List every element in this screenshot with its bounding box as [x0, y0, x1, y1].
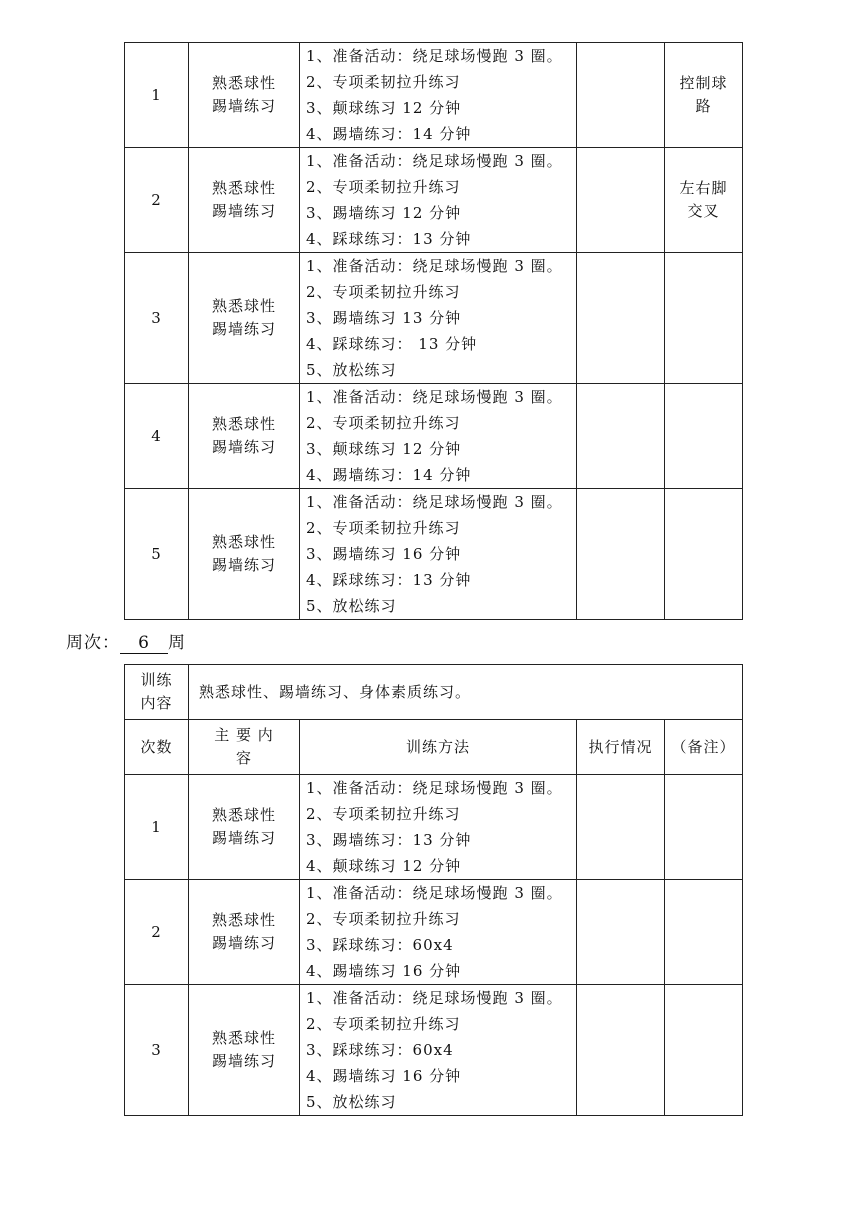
- method-line: 4、颠球练习 12 分钟: [306, 857, 462, 875]
- note-line: 控制球: [679, 74, 728, 92]
- row-number: 3: [125, 985, 189, 1116]
- content-line: 踢墙练习: [211, 97, 276, 115]
- note-line: 路: [695, 97, 712, 115]
- method-line: 5、放松练习: [306, 597, 397, 615]
- row-content: [189, 880, 300, 985]
- row-number: 2: [125, 880, 189, 985]
- row-exec: [577, 384, 665, 489]
- method-line: 2、专项柔韧拉升练习: [306, 73, 461, 91]
- content-line: 踢墙练习: [211, 320, 276, 338]
- method-line: 3、踢墙练习：13 分钟: [306, 831, 472, 849]
- content-line: 熟悉球性: [211, 533, 276, 551]
- content-line: 熟悉球性: [211, 415, 276, 433]
- row-exec: [577, 489, 665, 620]
- table-row: [125, 880, 743, 985]
- method-line: 2、专项柔韧拉升练习: [306, 1015, 461, 1033]
- header-content: [189, 720, 300, 775]
- row-note: [665, 43, 743, 148]
- training-table-week-6: [124, 664, 743, 1116]
- content-line: 踢墙练习: [211, 1052, 276, 1070]
- week-label: [66, 632, 186, 654]
- row-content: [189, 775, 300, 880]
- header-content-line: 主 要 内: [214, 726, 274, 744]
- content-line: 熟悉球性: [211, 74, 276, 92]
- header-note: （备注）: [665, 720, 743, 775]
- row-exec: [577, 880, 665, 985]
- row-content: [189, 253, 300, 384]
- method-line: 3、踢墙练习 13 分钟: [306, 309, 462, 327]
- method-line: 3、颠球练习 12 分钟: [306, 99, 462, 117]
- table-row: [125, 489, 743, 620]
- content-line: 熟悉球性: [211, 806, 276, 824]
- method-line: 5、放松练习: [306, 361, 397, 379]
- row-number: 5: [125, 489, 189, 620]
- header-no: 次数: [125, 720, 189, 775]
- content-line: 踢墙练习: [211, 829, 276, 847]
- method-line: 4、踩球练习：13 分钟: [306, 230, 472, 248]
- row-number: 3: [125, 253, 189, 384]
- method-line: 1、准备活动：绕足球场慢跑 3 圈。: [306, 388, 563, 406]
- header-content-line: 容: [235, 749, 252, 767]
- row-methods: [300, 384, 577, 489]
- note-line: 左右脚: [679, 179, 728, 197]
- row-note: [665, 880, 743, 985]
- training-content-row: [125, 665, 743, 720]
- row-methods: [300, 880, 577, 985]
- training-content-label-line: 内容: [140, 694, 173, 712]
- method-line: 3、踢墙练习 12 分钟: [306, 204, 462, 222]
- content-line: 踢墙练习: [211, 202, 276, 220]
- row-number: 2: [125, 148, 189, 253]
- content-line: 熟悉球性: [211, 297, 276, 315]
- row-exec: [577, 148, 665, 253]
- content-line: 熟悉球性: [211, 1029, 276, 1047]
- row-methods: [300, 489, 577, 620]
- method-line: 2、专项柔韧拉升练习: [306, 805, 461, 823]
- row-content: [189, 489, 300, 620]
- row-methods: [300, 148, 577, 253]
- method-line: 1、准备活动：绕足球场慢跑 3 圈。: [306, 47, 563, 65]
- content-line: 踢墙练习: [211, 438, 276, 456]
- training-content-label-line: 训练: [140, 671, 173, 689]
- method-line: 2、专项柔韧拉升练习: [306, 519, 461, 537]
- training-table-week-5: [124, 42, 743, 620]
- method-line: 1、准备活动：绕足球场慢跑 3 圈。: [306, 989, 563, 1007]
- table-row: [125, 43, 743, 148]
- header-method: 训练方法: [300, 720, 577, 775]
- method-line: 1、准备活动：绕足球场慢跑 3 圈。: [306, 779, 563, 797]
- table-row: [125, 775, 743, 880]
- method-line: 1、准备活动：绕足球场慢跑 3 圈。: [306, 884, 563, 902]
- table2-body: [125, 665, 743, 1116]
- header-row: [125, 720, 743, 775]
- row-methods: [300, 775, 577, 880]
- content-line: 熟悉球性: [211, 911, 276, 929]
- method-line: 3、踢墙练习 16 分钟: [306, 545, 462, 563]
- training-content-value: 熟悉球性、踢墙练习、身体素质练习。: [189, 665, 743, 720]
- method-line: 3、颠球练习 12 分钟: [306, 440, 462, 458]
- row-number: 1: [125, 43, 189, 148]
- row-exec: [577, 253, 665, 384]
- method-line: 3、踩球练习：60x4: [306, 936, 454, 954]
- header-exec: 执行情况: [577, 720, 665, 775]
- method-line: 4、踢墙练习 16 分钟: [306, 962, 462, 980]
- method-line: 1、准备活动：绕足球场慢跑 3 圈。: [306, 257, 563, 275]
- row-note: [665, 384, 743, 489]
- row-number: 4: [125, 384, 189, 489]
- row-note: [665, 253, 743, 384]
- content-line: 踢墙练习: [211, 556, 276, 574]
- table-row: [125, 384, 743, 489]
- row-methods: [300, 43, 577, 148]
- row-content: [189, 148, 300, 253]
- method-line: 2、专项柔韧拉升练习: [306, 910, 461, 928]
- row-note: [665, 775, 743, 880]
- week-number: 6: [120, 634, 168, 654]
- method-line: 4、踩球练习： 13 分钟: [306, 335, 478, 353]
- table-row: [125, 985, 743, 1116]
- row-exec: [577, 985, 665, 1116]
- training-content-label: [125, 665, 189, 720]
- row-exec: [577, 775, 665, 880]
- method-line: 4、踩球练习：13 分钟: [306, 571, 472, 589]
- method-line: 2、专项柔韧拉升练习: [306, 414, 461, 432]
- note-line: 交叉: [687, 202, 720, 220]
- row-content: [189, 985, 300, 1116]
- row-content: [189, 384, 300, 489]
- week-suffix: 周: [168, 633, 186, 653]
- table1-body: [125, 43, 743, 620]
- method-line: 2、专项柔韧拉升练习: [306, 283, 461, 301]
- table-row: [125, 253, 743, 384]
- row-note: [665, 489, 743, 620]
- method-line: 4、踢墙练习：14 分钟: [306, 125, 472, 143]
- method-line: 1、准备活动：绕足球场慢跑 3 圈。: [306, 152, 563, 170]
- week-prefix: 周次：: [66, 633, 120, 653]
- method-line: 2、专项柔韧拉升练习: [306, 178, 461, 196]
- method-line: 5、放松练习: [306, 1093, 397, 1111]
- row-content: [189, 43, 300, 148]
- table-row: [125, 148, 743, 253]
- content-line: 熟悉球性: [211, 179, 276, 197]
- row-note: [665, 148, 743, 253]
- row-methods: [300, 985, 577, 1116]
- method-line: 3、踩球练习：60x4: [306, 1041, 454, 1059]
- row-methods: [300, 253, 577, 384]
- row-note: [665, 985, 743, 1116]
- method-line: 4、踢墙练习：14 分钟: [306, 466, 472, 484]
- method-line: 1、准备活动：绕足球场慢跑 3 圈。: [306, 493, 563, 511]
- method-line: 4、踢墙练习 16 分钟: [306, 1067, 462, 1085]
- content-line: 踢墙练习: [211, 934, 276, 952]
- row-exec: [577, 43, 665, 148]
- row-number: 1: [125, 775, 189, 880]
